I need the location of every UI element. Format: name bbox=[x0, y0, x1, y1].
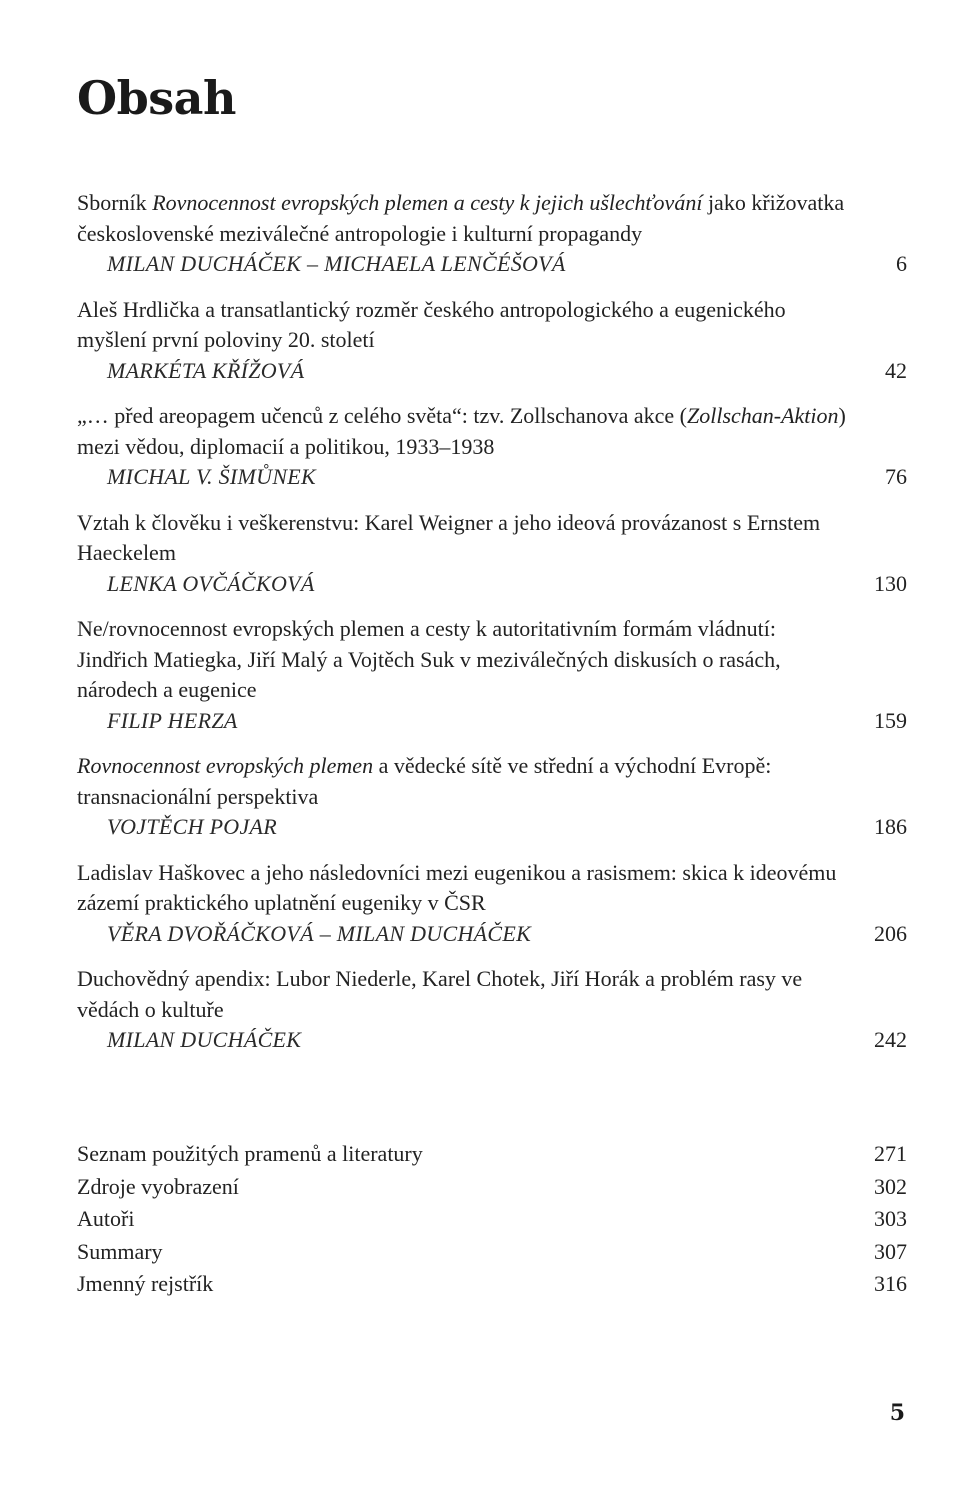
page-number: 5 bbox=[889, 1400, 905, 1426]
toc-entry bbox=[77, 964, 907, 1056]
author-row bbox=[77, 1025, 907, 1056]
italic-title-fragment: Rovnocennost evropských plemen bbox=[77, 753, 374, 778]
table-of-contents bbox=[77, 188, 907, 1071]
back-matter-page: 302 bbox=[874, 1173, 907, 1199]
back-matter-item bbox=[77, 1138, 907, 1171]
toc-entry-page: 159 bbox=[874, 707, 907, 733]
toc-entry bbox=[77, 508, 907, 600]
toc-entry-author: MILAN DUCHÁČEK – MICHAELA LENČÉŠOVÁ bbox=[107, 251, 566, 276]
title-fragment: „… před areopagem učenců z celého světa“: tzv. Zollschanova akce ( bbox=[77, 403, 687, 428]
back-matter-label: Summary bbox=[77, 1238, 163, 1264]
toc-entry-author: VĚRA DVOŘÁČKOVÁ – MILAN DUCHÁČEK bbox=[107, 920, 532, 946]
back-matter-item bbox=[77, 1203, 907, 1236]
title-fragment: Vztah k člověku i veškerenstvu: Karel Weigner a jeho ideová provázanost s Ernstem Haeckelem bbox=[77, 509, 821, 565]
toc-entry-title bbox=[77, 508, 907, 569]
back-matter-page: 271 bbox=[874, 1141, 907, 1166]
toc-entry-page: 242 bbox=[874, 1027, 907, 1052]
back-matter-item bbox=[77, 1171, 907, 1204]
author-row bbox=[77, 569, 907, 600]
toc-entry-page: 130 bbox=[874, 570, 907, 596]
back-matter-page: 307 bbox=[874, 1238, 907, 1264]
page-title: Obsah bbox=[77, 71, 236, 125]
title-fragment: Duchovědný apendix: Lubor Niederle, Karel Chotek, Jiří Horák a problém rasy ve vědách o kultuře bbox=[77, 966, 803, 1022]
toc-entry bbox=[77, 188, 907, 280]
toc-entry bbox=[77, 858, 907, 950]
toc-entry-author: MILAN DUCHÁČEK bbox=[107, 1027, 302, 1052]
toc-entry-title bbox=[77, 401, 907, 462]
author-row bbox=[77, 462, 907, 493]
toc-entry bbox=[77, 295, 907, 387]
title-fragment: Sborník bbox=[77, 190, 153, 215]
author-row bbox=[77, 356, 907, 387]
back-matter-page: 316 bbox=[874, 1271, 907, 1296]
italic-title-fragment: Zollschan-Aktion bbox=[686, 403, 839, 428]
toc-entry bbox=[77, 401, 907, 493]
title-fragment: Ladislav Haškovec a jeho následovníci mezi eugenikou a rasismem: skica k ideovému zázemí praktického uplatnění eugeniky v ČSR bbox=[77, 859, 837, 915]
toc-entry-page: 6 bbox=[896, 251, 907, 276]
back-matter-label: Autoři bbox=[77, 1206, 135, 1231]
back-matter-label: Zdroje vyobrazení bbox=[77, 1173, 239, 1199]
toc-entry-author: FILIP HERZA bbox=[107, 707, 238, 733]
toc-entry bbox=[77, 614, 907, 736]
author-row bbox=[77, 249, 907, 280]
toc-entry bbox=[77, 751, 907, 843]
title-fragment: Aleš Hrdlička a transatlantický rozměr českého antropologického a eugenického myšlení první poloviny 20. století bbox=[77, 296, 786, 352]
toc-entry-title bbox=[77, 295, 907, 356]
title-fragment: Ne/rovnocennost evropských plemen a cesty k autoritativním formám vládnutí: Jindřich Matiegka, Jiří Malý a Vojtěch Suk v meziválečných diskusích o rasách, národech a eugenice bbox=[77, 616, 781, 702]
toc-entry-page: 186 bbox=[874, 814, 907, 839]
toc-entry-author: MICHAL V. ŠIMŮNEK bbox=[107, 464, 317, 489]
toc-entry-page: 42 bbox=[885, 357, 907, 383]
author-row bbox=[77, 919, 907, 950]
toc-entry-title bbox=[77, 858, 907, 919]
toc-entry-page: 206 bbox=[874, 920, 907, 946]
author-row bbox=[77, 812, 907, 843]
back-matter-item bbox=[77, 1268, 907, 1301]
back-matter-label: Jmenný rejstřík bbox=[77, 1271, 214, 1296]
toc-entry-author: MARKÉTA KŘÍŽOVÁ bbox=[107, 357, 305, 383]
toc-entry-author: LENKA OVČÁČKOVÁ bbox=[107, 570, 315, 596]
back-matter-label: Seznam použitých pramenů a literatury bbox=[77, 1141, 423, 1166]
toc-entry-title bbox=[77, 751, 907, 812]
title-fragment: a vědecké sítě ve střední a východní Evropě: transnacionální perspektiva bbox=[77, 753, 772, 809]
toc-entry-title bbox=[77, 188, 907, 249]
toc-entry-author: VOJTĚCH POJAR bbox=[107, 814, 278, 839]
title-fragment: jako křižovatka československé meziválečné antropologie i kulturní propagandy bbox=[77, 190, 845, 246]
italic-title-fragment: Rovnocennost evropských plemen a cesty k jejich ušlechťování bbox=[152, 190, 703, 215]
toc-entry-page: 76 bbox=[885, 464, 907, 489]
back-matter-list bbox=[77, 1138, 907, 1301]
author-row bbox=[77, 706, 907, 737]
title-fragment: ) mezi vědou, diplomacií a politikou, 1933–1938 bbox=[77, 403, 846, 459]
toc-entry-title bbox=[77, 964, 907, 1025]
toc-entry-title bbox=[77, 614, 907, 706]
back-matter-page: 303 bbox=[874, 1206, 907, 1231]
back-matter-item bbox=[77, 1236, 907, 1269]
